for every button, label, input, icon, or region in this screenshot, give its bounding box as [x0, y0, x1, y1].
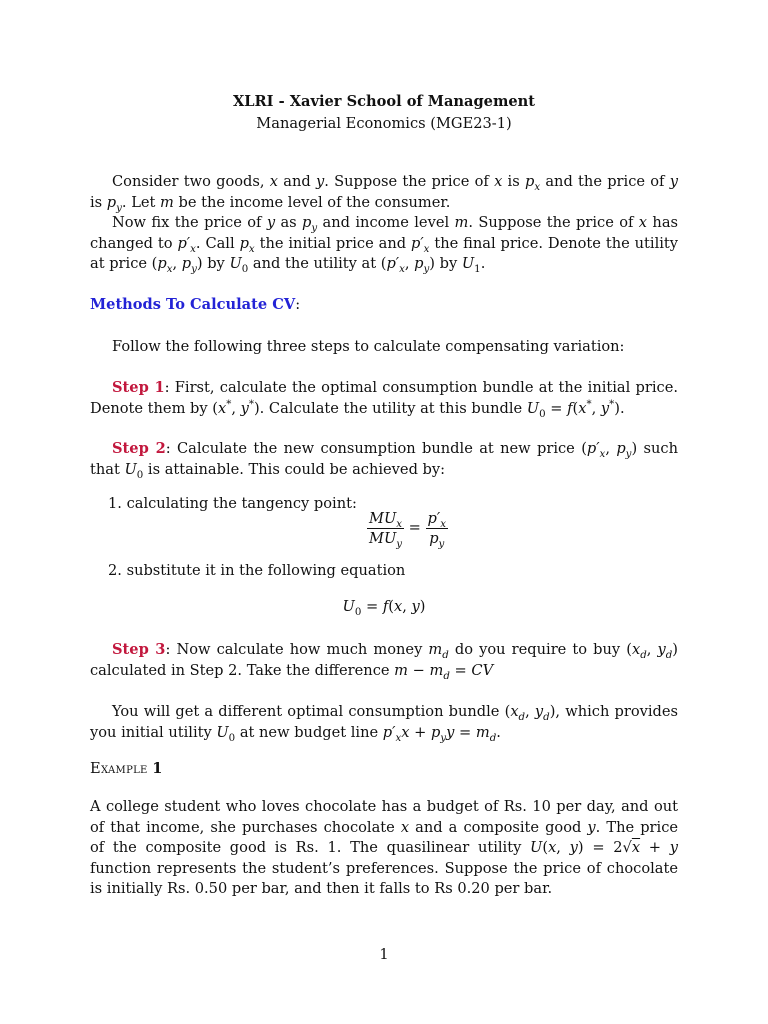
tangency-equation: $\frac{MU_x}{MU_y}$ = $\frac{p'_x}{p_y}$ — [369, 510, 446, 550]
step-2-paragraph: Step 2: Calculate the new consumption bundle at new price ($p'_x$, $p_y$) such that $U_0$ is attainable. This could be achieved by: — [90, 440, 678, 481]
course-title: Managerial Economics (MGE23-1) — [256, 115, 512, 132]
closing-paragraph: You will get a different optimal consumption bundle ($x_d$, $y_d$), which provides you initial utility $U_0$ at new budget line $p'_xx + p_yy = m_d$. — [90, 703, 678, 744]
list-item: 2. substitute it in the following equation — [108, 562, 406, 579]
intro-paragraph-1: Consider two goods, x and y. Suppose the price of x is $p_x$ and the price of y is $p_y$. Let m be the income level of the consumer. — [90, 173, 678, 214]
page-number: 1 — [379, 946, 389, 963]
example-heading: Example 1 — [90, 760, 163, 777]
step-3-paragraph: Step 3: Now calculate how much money $m_d$ do you require to buy ($x_d$, $y_d$) calculated in Step 2. Take the difference $m - m_d$ = CV — [90, 641, 678, 682]
follow-text: Follow the following three steps to calculate compensating variation: — [112, 338, 625, 355]
intro-paragraph-2: Now fix the price of y as $p_y$ and income level m. Suppose the price of x has changed to $p'_x$. Call $p_x$ the initial price and $p'_x$ the final price. Denote the utility at price ($p_x$, $p_y$) by $U_0$ and the utility at ($p'_x$, $p_y$) by $U_1$. — [90, 214, 679, 276]
institution-title: XLRI - Xavier School of Management — [232, 93, 536, 110]
methods-heading: Methods To Calculate CV: — [90, 296, 301, 313]
utility-equation: $U_0 = f(x$, y) — [342, 598, 426, 618]
step-1-paragraph: Step 1: First, calculate the optimal consumption bundle at the initial price. Denote them by (x*, y*). Calculate the utility at this bundle $U_0 = f(x^*$, y*). — [90, 379, 678, 420]
step-2-label: Step 2 — [112, 440, 166, 457]
step-1-label: Step 1 — [112, 379, 165, 396]
list-item: 1. calculating the tangency point: — [108, 495, 357, 512]
step-3-label: Step 3 — [112, 641, 166, 658]
example-paragraph: A college student who loves chocolate has a budget of Rs. 10 per day, and out of that income, she purchases chocolate x and a composite good y. The price of the composite good is Rs. 1. The quasilinear utility U(x, y) = 2√x + y function represents the student’s preferences. Suppose the price of chocolate is initially Rs. 0.50 per bar, and then it falls to Rs 0.20 per bar. — [90, 798, 679, 898]
